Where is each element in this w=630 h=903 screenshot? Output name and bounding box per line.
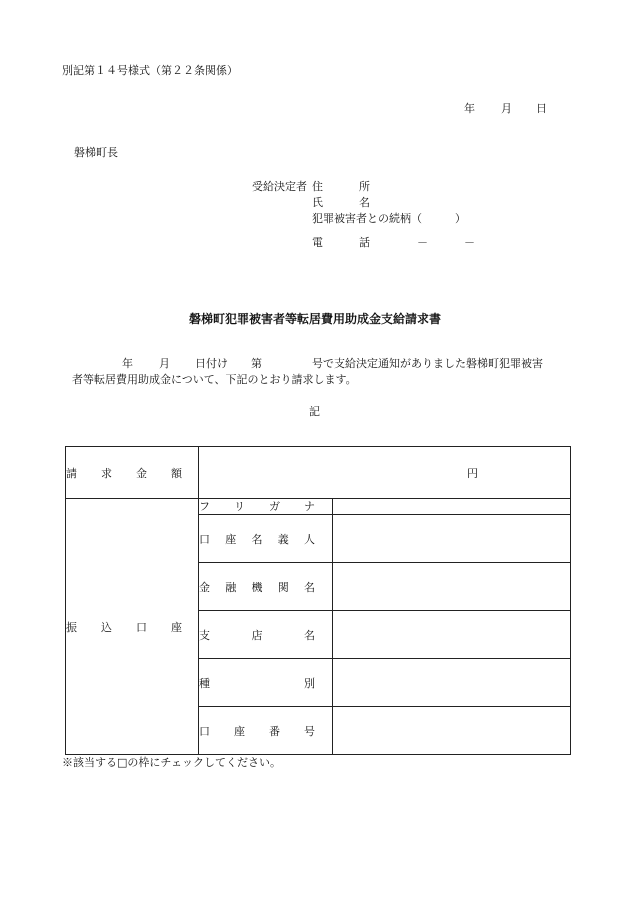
amount-row: [66, 447, 571, 499]
body-line1-rest: 号で支給決定通知がありました磐梯町犯罪被害: [312, 357, 543, 370]
request-table: [65, 446, 571, 755]
institution-label-cell: [199, 563, 333, 611]
address-label: 住 所: [312, 180, 370, 193]
document-title: 磐梯町犯罪被害者等転居費用助成金支給請求書: [188, 312, 441, 326]
furigana-label: フ リ ガ ナ: [199, 499, 315, 513]
account-number-label-cell: [199, 707, 333, 755]
branch-label: 支 店 名: [199, 628, 315, 642]
branch-input-cell[interactable]: [333, 611, 571, 659]
amount-label-cell: [66, 447, 199, 499]
account-holder-label: 口 座 名 義 人: [199, 532, 315, 546]
branch-label-cell: [199, 611, 333, 659]
bank-label: 振 込 口 座: [66, 620, 182, 634]
footnote: ※該当する□の枠にチェックしてください。: [62, 756, 282, 769]
name-label: 氏 名: [312, 196, 370, 209]
applicant-role-label: 受給決定者: [252, 180, 307, 193]
institution-label: 金 融 機 関 名: [199, 580, 315, 594]
body-year: 年: [122, 357, 133, 370]
date-year-label: 年: [464, 102, 475, 115]
yen-unit: 円: [467, 466, 478, 480]
account-holder-input-cell[interactable]: [333, 515, 571, 563]
furigana-row: [66, 499, 571, 515]
amount-label: 請 求 金 額: [66, 466, 182, 480]
account-holder-label-cell: [199, 515, 333, 563]
addressee: 磐梯町長: [74, 146, 118, 159]
date-month-label: 月: [501, 102, 512, 115]
phone-separator-2: －: [464, 236, 475, 249]
amount-input-cell[interactable]: [199, 447, 571, 499]
bank-label-cell: [66, 499, 199, 755]
phone-separator-1: －: [417, 236, 428, 249]
institution-input-cell[interactable]: [333, 563, 571, 611]
body-dated: 日付け: [195, 357, 228, 370]
furigana-input-cell[interactable]: [333, 499, 571, 515]
ki-label: 記: [309, 405, 320, 418]
type-label-cell: [199, 659, 333, 707]
date-day-label: 日: [536, 102, 547, 115]
body-line2: 者等転居費用助成金について、下記のとおり請求します。: [72, 373, 357, 386]
relationship-label: 犯罪被害者との続柄（ ）: [312, 212, 466, 225]
form-number: 別記第１４号様式（第２２条関係）: [62, 64, 238, 77]
body-month: 月: [159, 357, 170, 370]
account-number-input-cell[interactable]: [333, 707, 571, 755]
body-number-prefix: 第: [251, 357, 262, 370]
phone-label: 電 話: [312, 236, 370, 249]
type-label: 種 別: [199, 676, 315, 690]
furigana-label-cell: [199, 499, 333, 515]
account-number-label: 口 座 番 号: [199, 724, 315, 738]
type-input-cell[interactable]: [333, 659, 571, 707]
